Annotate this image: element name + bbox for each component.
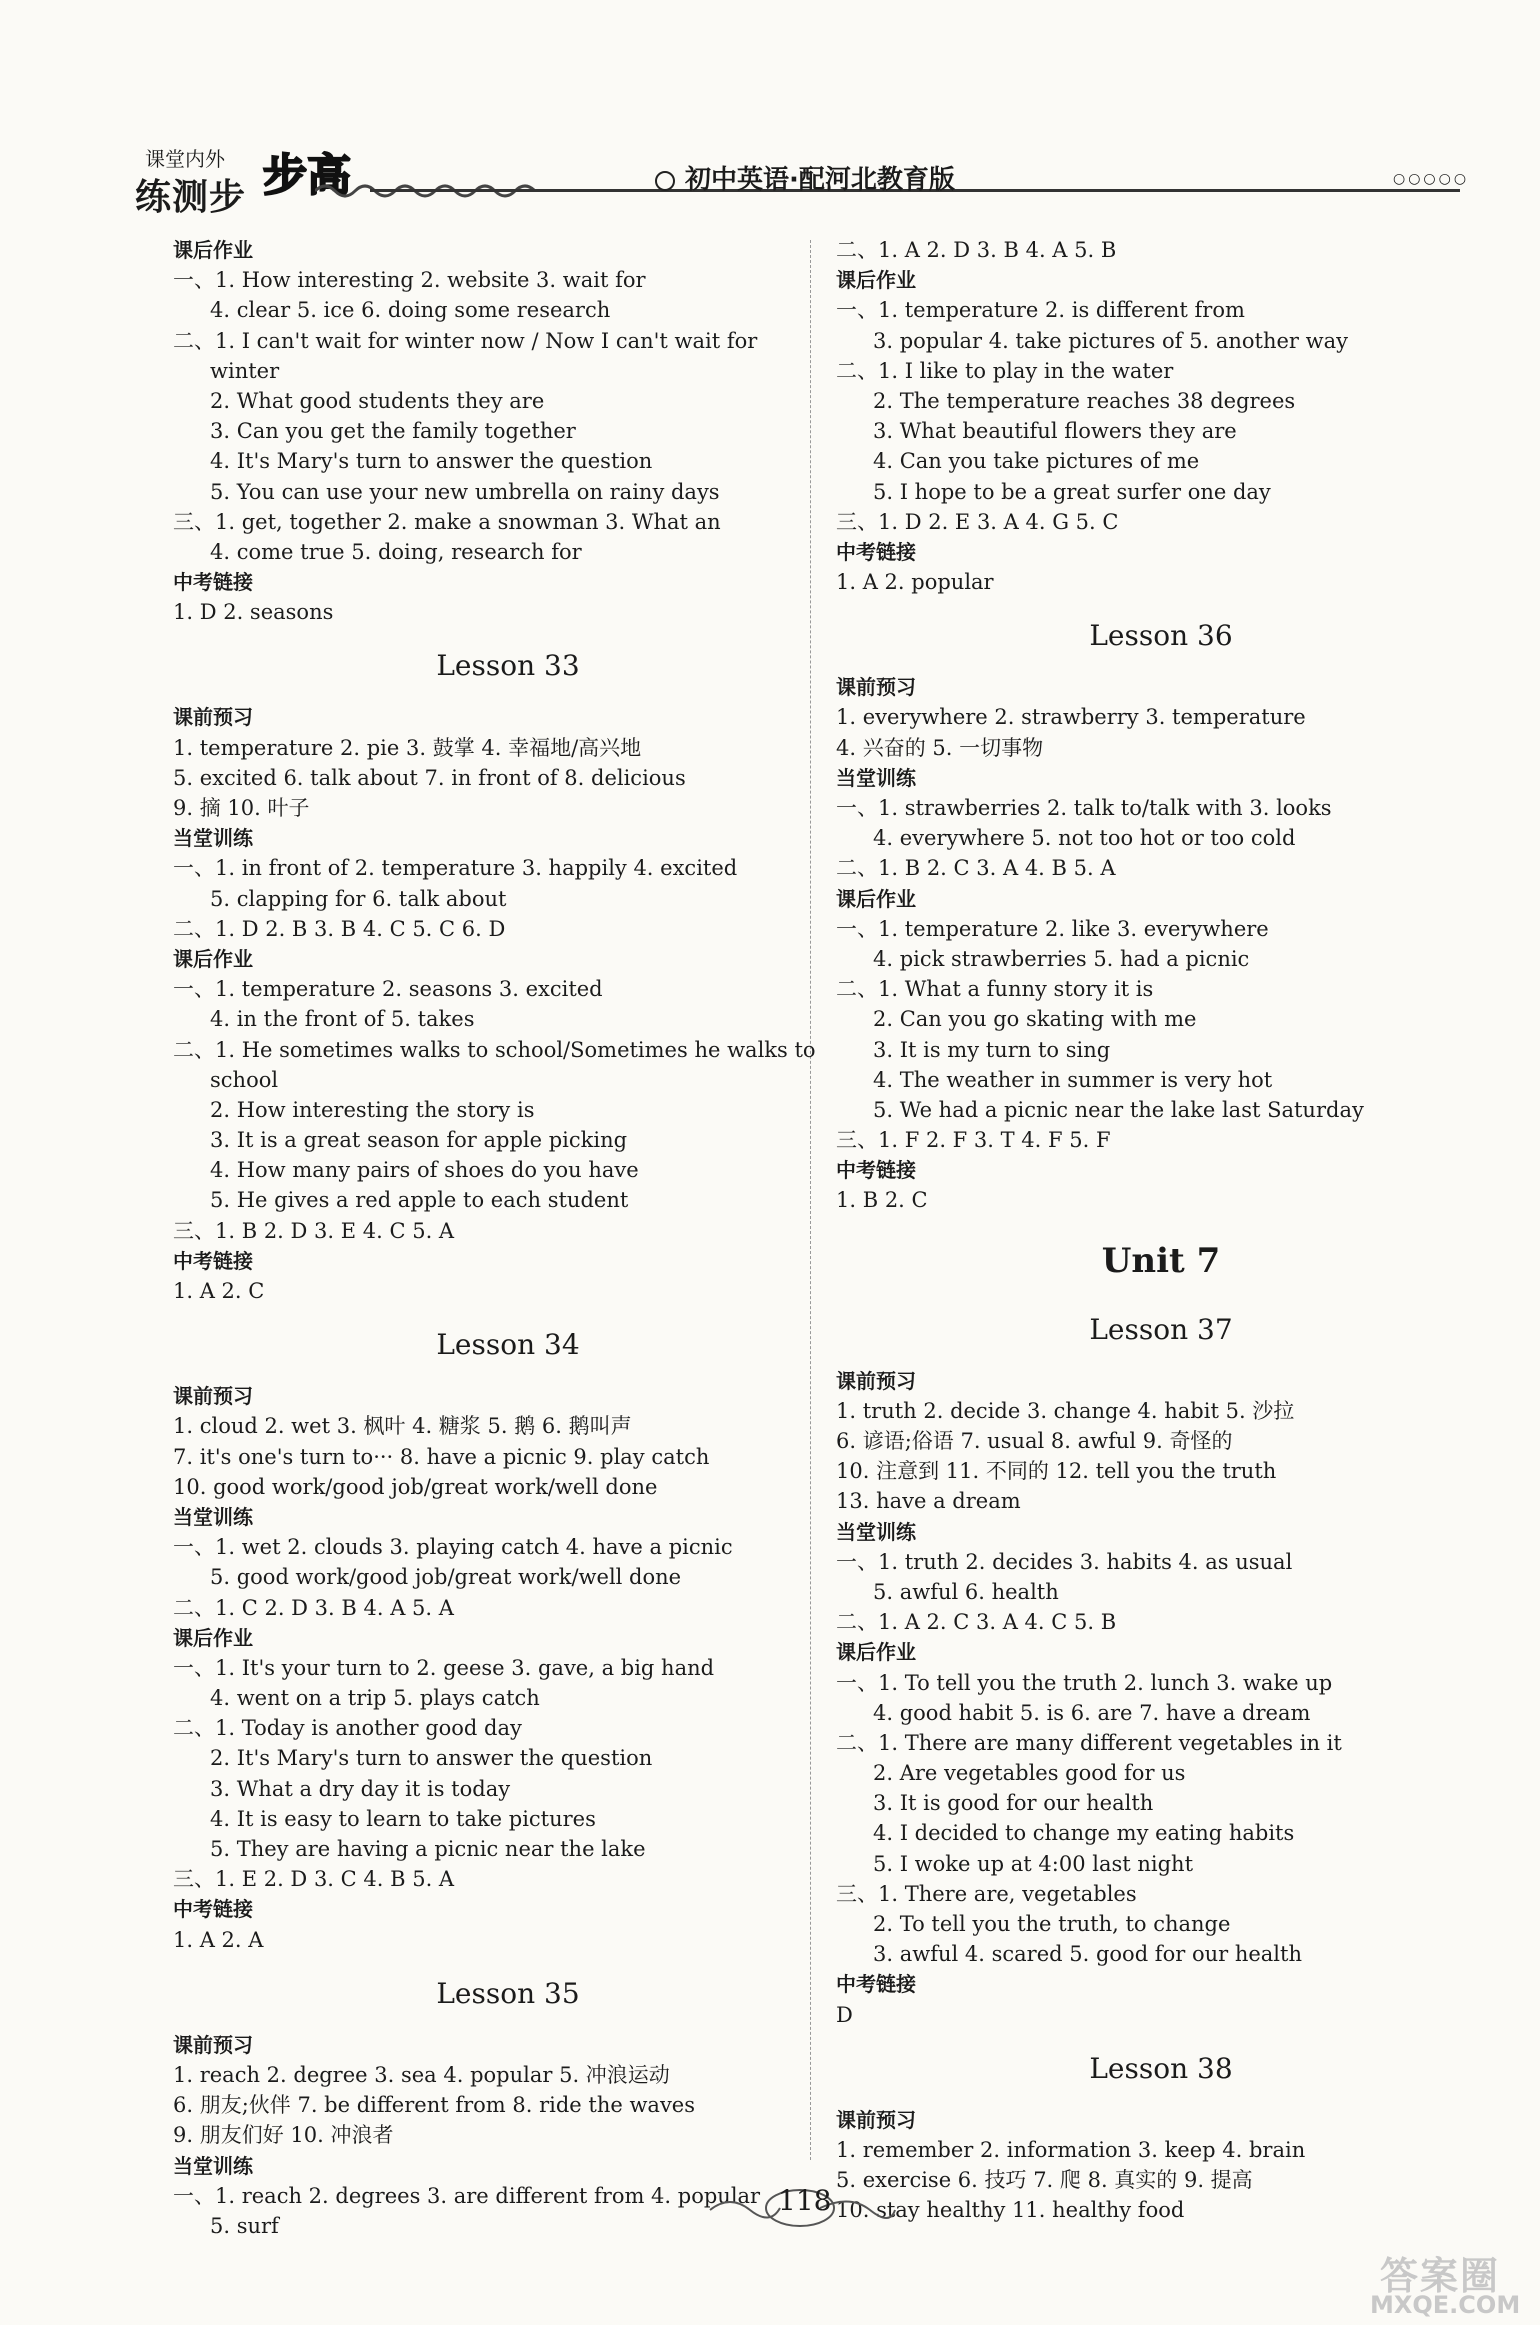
answer-line: 5. I woke up at 4:00 last night — [873, 1851, 1194, 1876]
brand-name: 练测步 — [135, 177, 247, 218]
section-heading: 中考链接 — [173, 1897, 253, 1922]
answer-line: 3. It is my turn to sing — [873, 1037, 1111, 1062]
answer-line: 一、1. strawberries 2. talk to/talk with 3. looks — [836, 796, 1332, 820]
answer-line: 9. 朋友们好 10. 冲浪者 — [173, 2123, 394, 2148]
page-footer — [700, 2182, 900, 2232]
answer-line: 6. 朋友;伙伴 7. be different from 8. ride the waves — [173, 2093, 696, 2118]
lesson-title: Lesson 36 — [1089, 619, 1233, 653]
answer-line: 4. Can you take pictures of me — [873, 449, 1200, 474]
answer-line: 3. It is good for our health — [873, 1791, 1154, 1816]
answer-line: 1. A 2. C — [173, 1279, 265, 1303]
lesson-title: Lesson 35 — [436, 1976, 580, 2010]
page-header — [135, 135, 1485, 225]
answer-line: 二、1. He sometimes walks to school/Sometimes he walks to — [173, 1037, 816, 1062]
answer-line: 2. It's Mary's turn to answer the question — [210, 1746, 653, 1771]
answer-line: 2. To tell you the truth, to change — [873, 1912, 1231, 1936]
answer-line: 一、1. temperature 2. seasons 3. excited — [173, 977, 603, 1002]
answer-line: 4. pick strawberries 5. had a picnic — [873, 946, 1250, 971]
book-title — [655, 159, 955, 196]
answer-line: 二、1. I like to play in the water — [836, 358, 1174, 383]
answer-line: 13. have a dream — [836, 1489, 1021, 1514]
answer-line: 5. We had a picnic near the lake last Saturday — [873, 1097, 1364, 1122]
answer-line: 二、1. Today is another good day — [173, 1716, 522, 1741]
section-heading: 中考链接 — [836, 539, 916, 564]
answer-line: 二、1. What a funny story it is — [836, 977, 1154, 1002]
section-heading: 课前预习 — [173, 2032, 253, 2057]
answer-line: 4. come true 5. doing, research for — [210, 539, 582, 564]
answer-line: 3. Can you get the family together — [210, 419, 576, 444]
answer-line: 3. What a dry day it is today — [210, 1776, 511, 1801]
answer-line: D — [836, 2002, 853, 2027]
answer-line: 三、1. E 2. D 3. C 4. B 5. A — [173, 1867, 455, 1892]
answer-line: 4. It's Mary's turn to answer the question — [210, 449, 653, 474]
answer-line: 2. Can you go skating with me — [873, 1007, 1197, 1032]
section-heading: 课前预习 — [173, 705, 253, 730]
lesson-title: Lesson 34 — [436, 1328, 580, 1362]
answer-line: 一、1. in front of 2. temperature 3. happily 4. excited — [173, 856, 738, 881]
answer-line: 4. clear 5. ice 6. doing some research — [210, 298, 611, 323]
section-heading: 课后作业 — [836, 268, 916, 293]
answer-line: 二、1. C 2. D 3. B 4. A 5. A — [173, 1595, 454, 1620]
answer-line: 三、1. F 2. F 3. T 4. F 5. F — [836, 1128, 1111, 1153]
page-number: 118 — [778, 2184, 832, 2217]
answer-line: 1. B 2. C — [836, 1188, 928, 1213]
answer-line: 5. good work/good job/great work/well done — [210, 1565, 682, 1590]
answer-line: 4. It is easy to learn to take pictures — [210, 1806, 596, 1831]
answer-line: 一、1. reach 2. degrees 3. are different from 4. popular — [173, 2183, 761, 2208]
section-heading: 课后作业 — [173, 238, 253, 262]
answer-line: 二、1. There are many different vegetables in it — [836, 1730, 1342, 1755]
answer-line: 5. awful 6. health — [873, 1579, 1059, 1604]
answer-line: 二、1. B 2. C 3. A 4. B 5. A — [836, 856, 1116, 881]
answer-line: 2. What good students they are — [210, 388, 545, 413]
answer-line: 5. You can use your new umbrella on rainy days — [210, 479, 720, 504]
answer-line: 9. 摘 10. 叶子 — [173, 796, 310, 820]
section-heading: 课后作业 — [173, 1625, 253, 1650]
answer-line: 5. surf — [210, 2213, 279, 2238]
answer-line: 1. A 2. popular — [836, 570, 994, 595]
answer-line: 4. in the front of 5. takes — [210, 1007, 475, 1032]
answer-line: 1. truth 2. decide 3. change 4. habit 5. 沙拉 — [836, 1398, 1295, 1423]
answer-line: 4. I decided to change my eating habits — [873, 1821, 1295, 1846]
answer-line: 3. awful 4. scared 5. good for our health — [873, 1942, 1302, 1967]
unit-title: Unit 7 — [1101, 1240, 1221, 1281]
answer-line: 二、1. D 2. B 3. B 4. C 5. C 6. D — [173, 916, 506, 941]
answer-line: 一、1. temperature 2. like 3. everywhere — [836, 916, 1269, 941]
answer-line: 4. went on a trip 5. plays catch — [210, 1686, 540, 1711]
answer-line: 3. What beautiful flowers they are — [873, 419, 1237, 444]
answer-line: 10. 注意到 11. 不同的 12. tell you the truth — [836, 1459, 1277, 1484]
answer-line: 4. How many pairs of shoes do you have — [210, 1158, 639, 1183]
answer-line: 一、1. It's your turn to 2. geese 3. gave, a big hand — [173, 1655, 715, 1680]
answer-line: 4. 兴奋的 5. 一切事物 — [836, 735, 1044, 760]
answer-line: 4. good habit 5. is 6. are 7. have a dream — [873, 1700, 1311, 1725]
answer-line: 1. D 2. seasons — [173, 600, 334, 625]
section-heading: 课前预习 — [836, 1368, 916, 1393]
answer-line: 1. A 2. A — [173, 1927, 264, 1952]
answer-line: 4. everywhere 5. not too hot or too cold — [873, 826, 1296, 851]
section-heading: 当堂训练 — [173, 1504, 253, 1529]
answer-line: 7. it's one's turn to··· 8. have a picnic 9. play catch — [173, 1444, 710, 1469]
answer-line: 二、1. A 2. C 3. A 4. C 5. B — [836, 1610, 1117, 1635]
answer-line: 6. 谚语;俗语 7. usual 8. awful 9. 奇怪的 — [836, 1429, 1233, 1453]
answer-line: 二、1. A 2. D 3. B 4. A 5. B — [836, 238, 1117, 262]
watermark-logo: 答案圈 — [1380, 2254, 1501, 2298]
answer-line: 10. stay healthy 11. healthy food — [836, 2198, 1185, 2223]
lesson-title: Lesson 37 — [1089, 1312, 1233, 1346]
header-dots: ○○○○○ — [1393, 171, 1470, 187]
brand-logo-text: 步高 — [263, 150, 351, 201]
lesson-title: Lesson 38 — [1089, 2051, 1233, 2085]
answer-line: 二、1. I can't wait for winter now / Now I can't wait for — [173, 328, 758, 353]
answer-line: winter — [210, 358, 280, 383]
section-heading: 中考链接 — [173, 1248, 253, 1273]
answer-line: 一、1. temperature 2. is different from — [836, 298, 1245, 323]
lesson-title: Lesson 33 — [436, 649, 580, 683]
answer-line: 2. How interesting the story is — [210, 1097, 535, 1122]
answer-line: 5. excited 6. talk about 7. in front of 8. delicious — [173, 765, 686, 790]
watermark — [1340, 2245, 1530, 2320]
answer-line: 三、1. B 2. D 3. E 4. C 5. A — [173, 1218, 455, 1243]
answer-line: 一、1. wet 2. clouds 3. playing catch 4. have a picnic — [173, 1535, 733, 1560]
answer-line: 1. remember 2. information 3. keep 4. brain — [836, 2137, 1306, 2162]
answer-line: 5. He gives a red apple to each student — [210, 1188, 629, 1213]
answer-line: 5. They are having a picnic near the lake — [210, 1837, 646, 1861]
section-heading: 课后作业 — [836, 1640, 916, 1665]
answer-line: 一、1. To tell you the truth 2. lunch 3. wake up — [836, 1670, 1333, 1695]
answer-line: 3. popular 4. take pictures of 5. another way — [873, 328, 1348, 353]
answer-line: 一、1. truth 2. decides 3. habits 4. as usual — [836, 1549, 1293, 1574]
section-heading: 当堂训练 — [173, 826, 253, 851]
answer-line: 4. The weather in summer is very hot — [873, 1067, 1273, 1092]
answer-line: 5. clapping for 6. talk about — [210, 886, 507, 911]
section-heading: 中考链接 — [173, 570, 253, 595]
answer-line: 10. good work/good job/great work/well done — [173, 1474, 658, 1499]
section-heading: 课后作业 — [173, 946, 253, 971]
section-heading: 当堂训练 — [836, 765, 916, 790]
answer-line: 3. It is a great season for apple picking — [210, 1128, 628, 1153]
answer-line: 2. Are vegetables good for us — [873, 1761, 1186, 1786]
section-heading: 当堂训练 — [836, 1519, 916, 1544]
section-heading: 课后作业 — [836, 886, 916, 911]
book-title-text: 初中英语·配河北教育版 — [685, 165, 955, 195]
disc-icon — [655, 171, 675, 191]
section-heading: 中考链接 — [836, 1972, 916, 1997]
answer-line: 5. I hope to be a great surfer one day — [873, 479, 1271, 504]
answer-line: 一、1. How interesting 2. website 3. wait for — [173, 268, 646, 293]
section-heading: 课前预习 — [836, 2107, 916, 2132]
right-column — [836, 235, 1436, 2226]
answer-line: 三、1. get, together 2. make a snowman 3. What an — [173, 509, 721, 534]
answer-line: 2. The temperature reaches 38 degrees — [873, 388, 1296, 413]
section-heading: 课前预习 — [836, 675, 916, 700]
column-divider — [810, 240, 811, 2160]
brand-subtitle: 课堂内外 — [145, 147, 225, 171]
section-heading: 当堂训练 — [173, 2153, 253, 2178]
answer-line: 1. reach 2. degree 3. sea 4. popular 5. 冲浪运动 — [173, 2062, 670, 2087]
answer-line: 三、1. D 2. E 3. A 4. G 5. C — [836, 509, 1119, 534]
answer-line: 1. cloud 2. wet 3. 枫叶 4. 糖浆 5. 鹅 6. 鹅叫声 — [173, 1414, 632, 1439]
answer-line: 5. exercise 6. 技巧 7. 爬 8. 真实的 9. 提高 — [836, 2168, 1253, 2193]
answer-line: school — [210, 1067, 279, 1092]
watermark-url: MXQE.COM — [1370, 2291, 1521, 2319]
answer-line: 1. everywhere 2. strawberry 3. temperature — [836, 705, 1306, 730]
section-heading: 课前预习 — [173, 1384, 253, 1409]
section-heading: 中考链接 — [836, 1158, 916, 1183]
answer-line: 1. temperature 2. pie 3. 鼓掌 4. 幸福地/高兴地 — [173, 735, 642, 760]
answer-line: 三、1. There are, vegetables — [836, 1881, 1137, 1906]
